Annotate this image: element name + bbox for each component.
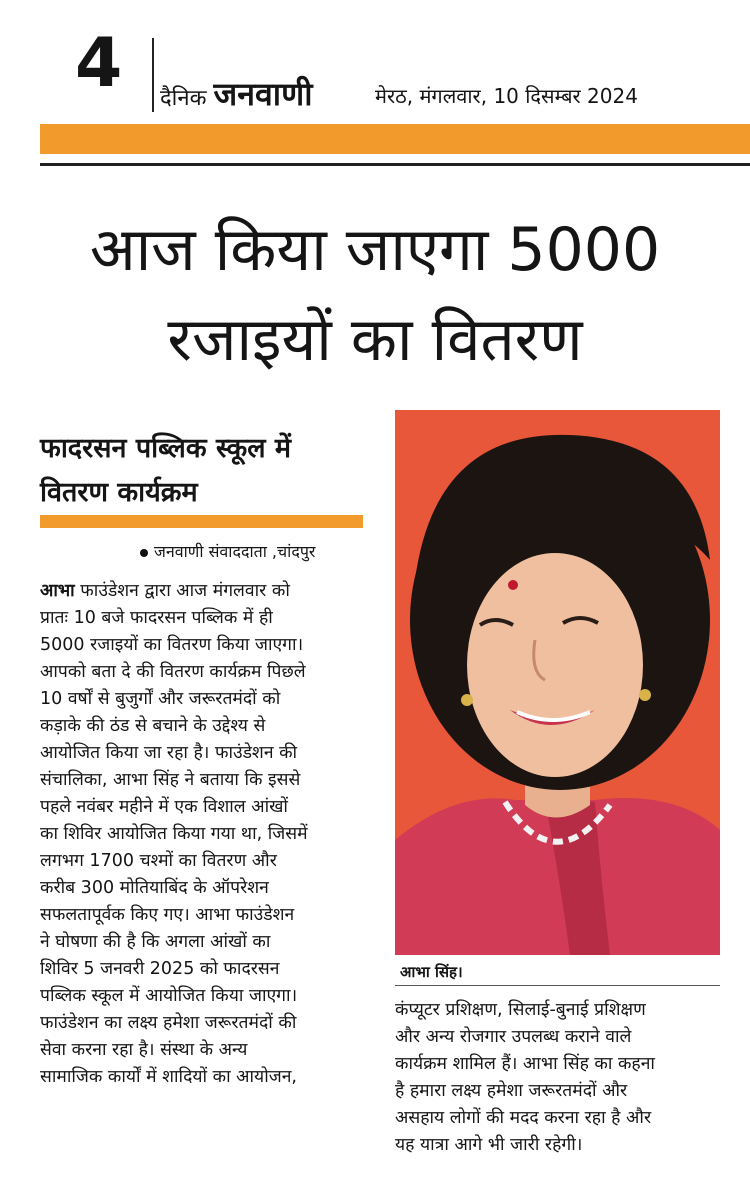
article-line: [40, 578, 365, 605]
article-line: पब्लिक स्कूल में आयोजित किया जाएगा।: [40, 986, 298, 1006]
article-line: कंप्यूटर प्रशिक्षण, सिलाई-बुनाई प्रशिक्षण: [395, 1000, 646, 1020]
article-line: कड़ाके की ठंड से बचाने के उद्देश्य से: [40, 716, 266, 736]
page-number: 4: [75, 24, 123, 103]
article-line: प्रातः 10 बजे फादरसन पब्लिक में ही: [40, 608, 273, 628]
paper-prefix: दैनिक: [160, 86, 207, 111]
article-line: सामाजिक कार्यों में शादियों का आयोजन,: [40, 1067, 297, 1087]
article-line: सेवा करना रहा है। संस्था के अन्य: [40, 1040, 248, 1060]
masthead-band: [40, 124, 750, 154]
bullet-icon: [140, 549, 148, 557]
article-line: करीब 300 मोतियाबिंद के ऑपरेशन: [40, 878, 269, 898]
article-line: है हमारा लक्ष्य हमेशा जरूरतमंदों और: [395, 1081, 628, 1101]
photo-caption: आभा सिंह।: [400, 963, 463, 981]
article-line: 5000 रजाइयों का वितरण किया जाएगा।: [40, 635, 304, 655]
headline-line-2: रजाइयों का वितरण: [167, 305, 583, 375]
article-line: यह यात्रा आगे भी जारी रहेगी।: [395, 1135, 583, 1155]
first-line-text: फाउंडेशन द्वारा आज मंगलवार को: [74, 581, 290, 601]
byline: [140, 540, 315, 562]
portrait-photo: [395, 410, 720, 955]
paper-title: जनवाणी: [213, 75, 313, 113]
portrait-illustration: [395, 410, 720, 955]
subheadline-line-1: फादरसन पब्लिक स्कूल में: [40, 433, 292, 464]
article-line: पहले नवंबर महीने में एक विशाल आंखों: [40, 797, 288, 817]
article-line: आपको बता दे की वितरण कार्यक्रम पिछले: [40, 662, 306, 682]
lead-word: आभा: [40, 581, 75, 601]
article-line: आयोजित किया जा रहा है। फाउंडेशन की: [40, 743, 298, 763]
article-line: लगभग 1700 चश्मों का वितरण और: [40, 851, 277, 871]
article-line: संचालिका, आभा सिंह ने बताया कि इससे: [40, 770, 301, 790]
subheadline-band: [40, 515, 363, 528]
newspaper-name: [160, 72, 313, 115]
caption-rule: [395, 985, 720, 986]
article-line: सफलतापूर्वक किए गए। आभा फाउंडेशन: [40, 905, 295, 925]
masthead-divider: [152, 38, 154, 112]
article-line: कार्यक्रम शामिल हैं। आभा सिंह का कहना: [395, 1054, 655, 1074]
headline-line-1: आज किया जाएगा 5000: [89, 215, 661, 285]
article-line: 10 वर्षों से बुजुर्गों और जरूरतमंदों को: [40, 689, 281, 709]
article-line: का शिविर आयोजित किया गया था, जिसमें: [40, 824, 308, 844]
dateline: मेरठ, मंगलवार, 10 दिसम्बर 2024: [375, 84, 638, 108]
article-line: फाउंडेशन का लक्ष्य हमेशा जरूरतमंदों की: [40, 1013, 297, 1033]
subheadline-line-2: वितरण कार्यक्रम: [40, 477, 198, 508]
masthead-rule: [40, 163, 750, 166]
byline-text: जनवाणी संवाददाता ,चांदपुर: [154, 542, 316, 561]
article-line: शिविर 5 जनवरी 2025 को फादरसन: [40, 959, 280, 979]
article-line: असहाय लोगों की मदद करना रहा है और: [395, 1108, 652, 1128]
article-line: और अन्य रोजगार उपलब्ध कराने वाले: [395, 1027, 632, 1047]
article-line: ने घोषणा की है कि अगला आंखों का: [40, 932, 271, 952]
